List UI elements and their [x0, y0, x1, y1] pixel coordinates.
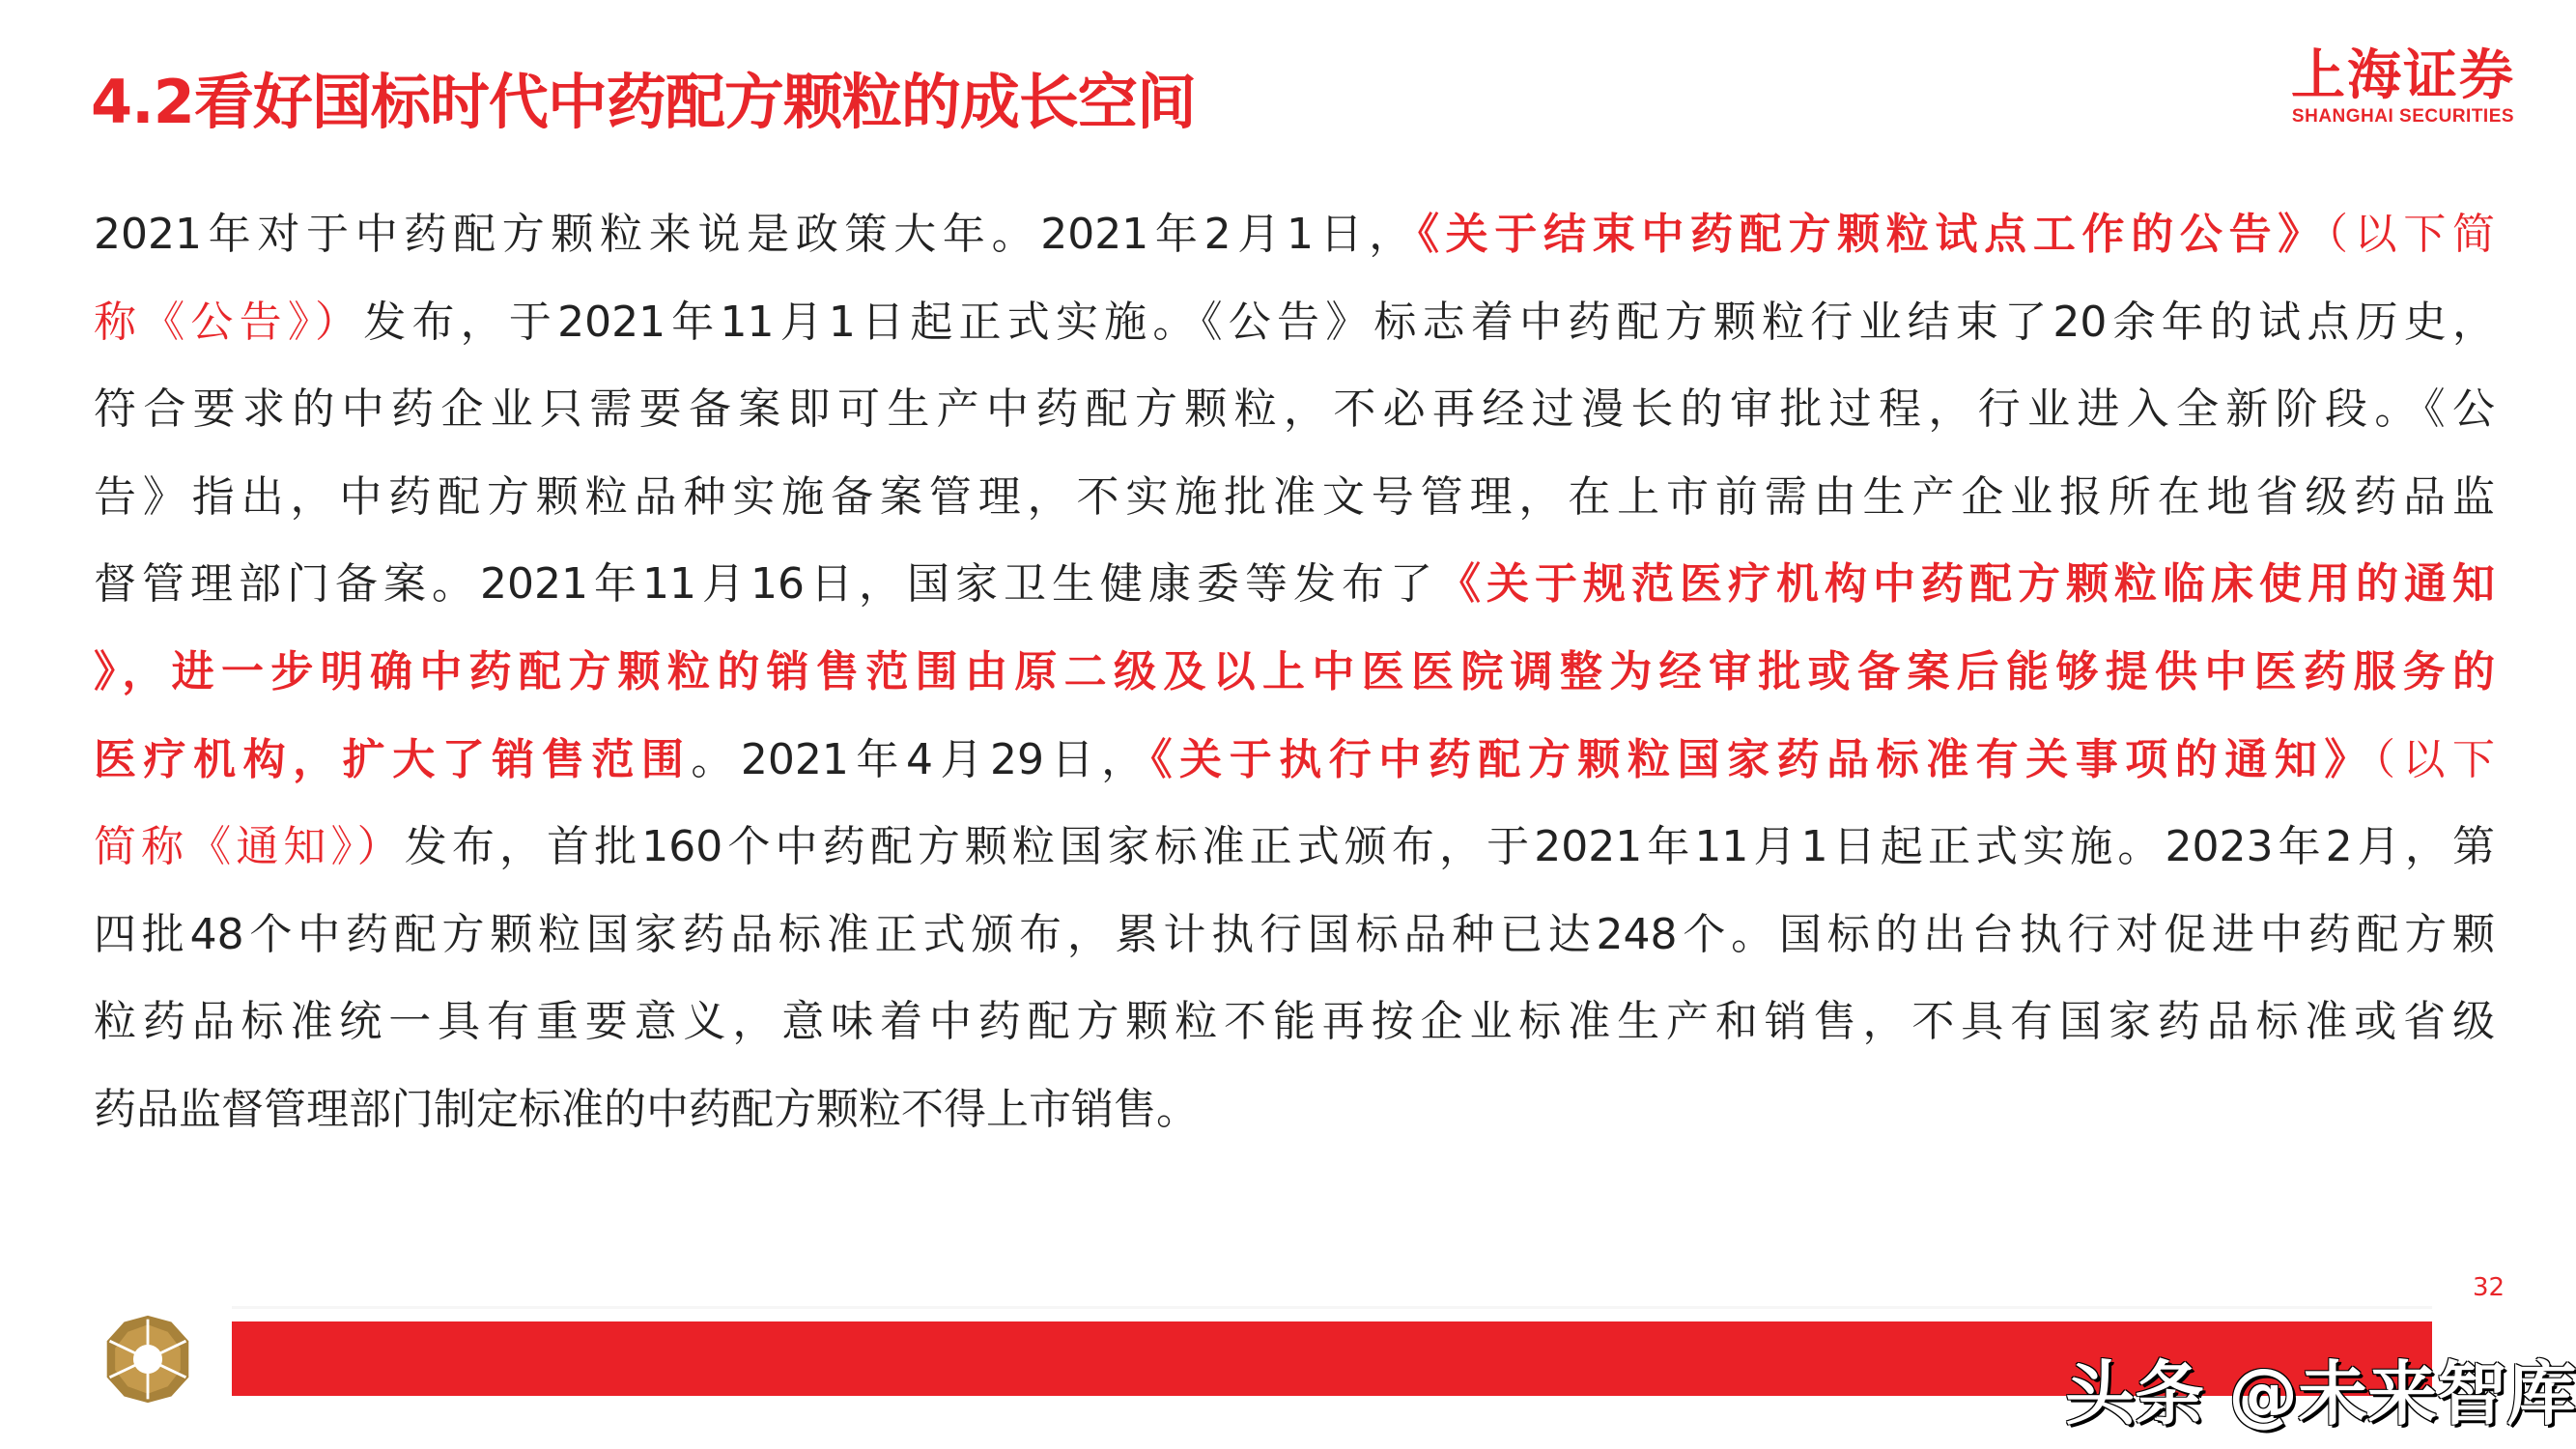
text-line [94, 191, 2495, 279]
red-segment: 称《公告》） [94, 297, 364, 347]
text-segment: 。2021年4月29日， [691, 734, 1151, 784]
text-segment: 四批48个中药配方颗粒国家药品标准正式颁布，累计执行国标品种已达248个。国标的出台执行对促进中药配方颗 [94, 909, 2495, 959]
red-segment: 简称《通知》） [94, 822, 405, 872]
text-line [94, 629, 2495, 717]
text-line [94, 454, 2495, 542]
text-segment: 告》指出，中药配方颗粒品种实施备案管理，不实施批准文号管理，在上市前需由生产企业报所在地省级药品监 [94, 471, 2495, 522]
highlight-segment: 》，进一步明确中药配方颗粒的销售范围由原二级及以上中医医院调整为经审批或备案后能够提供中医药服务的 [94, 646, 2495, 696]
page-title: 4.2看好国标时代中药配方颗粒的成长空间 [91, 67, 1196, 137]
text-segment: 发布，首批160个中药配方颗粒国家标准正式颁布，于2021年11月1日起正式实施。2023年2月，第 [404, 822, 2495, 872]
highlight-segment: 医疗机构，扩大了销售范围 [94, 734, 692, 784]
highlight-segment: 《关于执行中药配方颗粒国家药品标准有关事项的通知》 [1150, 734, 2374, 784]
text-segment: 督管理部门备案。2021年11月16日，国家卫生健康委等发布了 [94, 559, 1438, 610]
red-segment: （以下 [2373, 734, 2496, 784]
shanghai-securities-logo [2287, 46, 2519, 128]
text-segment: 2021年对于中药配方颗粒来说是政策大年。2021年2月1日， [94, 210, 1418, 259]
footer-divider [232, 1306, 2432, 1309]
text-line [94, 892, 2495, 980]
logo-cn: 上海证券 [2291, 44, 2515, 107]
text-line [94, 804, 2495, 892]
text-segment: 药品监督管理部门制定标准的中药配方颗粒不得上市销售。 [94, 1084, 1199, 1134]
highlight-segment: 《关于规范医疗机构中药配方颗粒临床使用的通知 [1437, 559, 2496, 610]
text-segment: 符合要求的中药企业只需要备案即可生产中药配方颗粒，不必再经过漫长的审批过程，行业进入全新阶段。《公 [94, 384, 2495, 435]
text-segment: 粒药品标准统一具有重要意义，意味着中药配方颗粒不能再按企业标准生产和销售，不具有国家药品标准或省级 [94, 997, 2495, 1047]
text-line [94, 279, 2495, 367]
text-segment: 发布，于2021年11月1日起正式实施。《公告》标志着中药配方颗粒行业结束了20余年的试点历史， [363, 297, 2496, 347]
highlight-segment: 《关于结束中药配方颗粒试点工作的公告》 [1418, 210, 2327, 259]
text-line [94, 1066, 2495, 1154]
logo-en: SHANGHAI SECURITIES [2291, 106, 2515, 127]
text-line [94, 717, 2495, 805]
text-line [94, 541, 2495, 629]
page-number: 32 [2473, 1273, 2505, 1302]
text-line [94, 366, 2495, 454]
red-segment: （以下简 [2326, 210, 2496, 259]
text-line [94, 979, 2495, 1066]
body-paragraph [94, 191, 2495, 1154]
watermark: 头条 @未来智库 [2065, 1353, 2576, 1435]
emblem-icon [102, 1314, 193, 1405]
